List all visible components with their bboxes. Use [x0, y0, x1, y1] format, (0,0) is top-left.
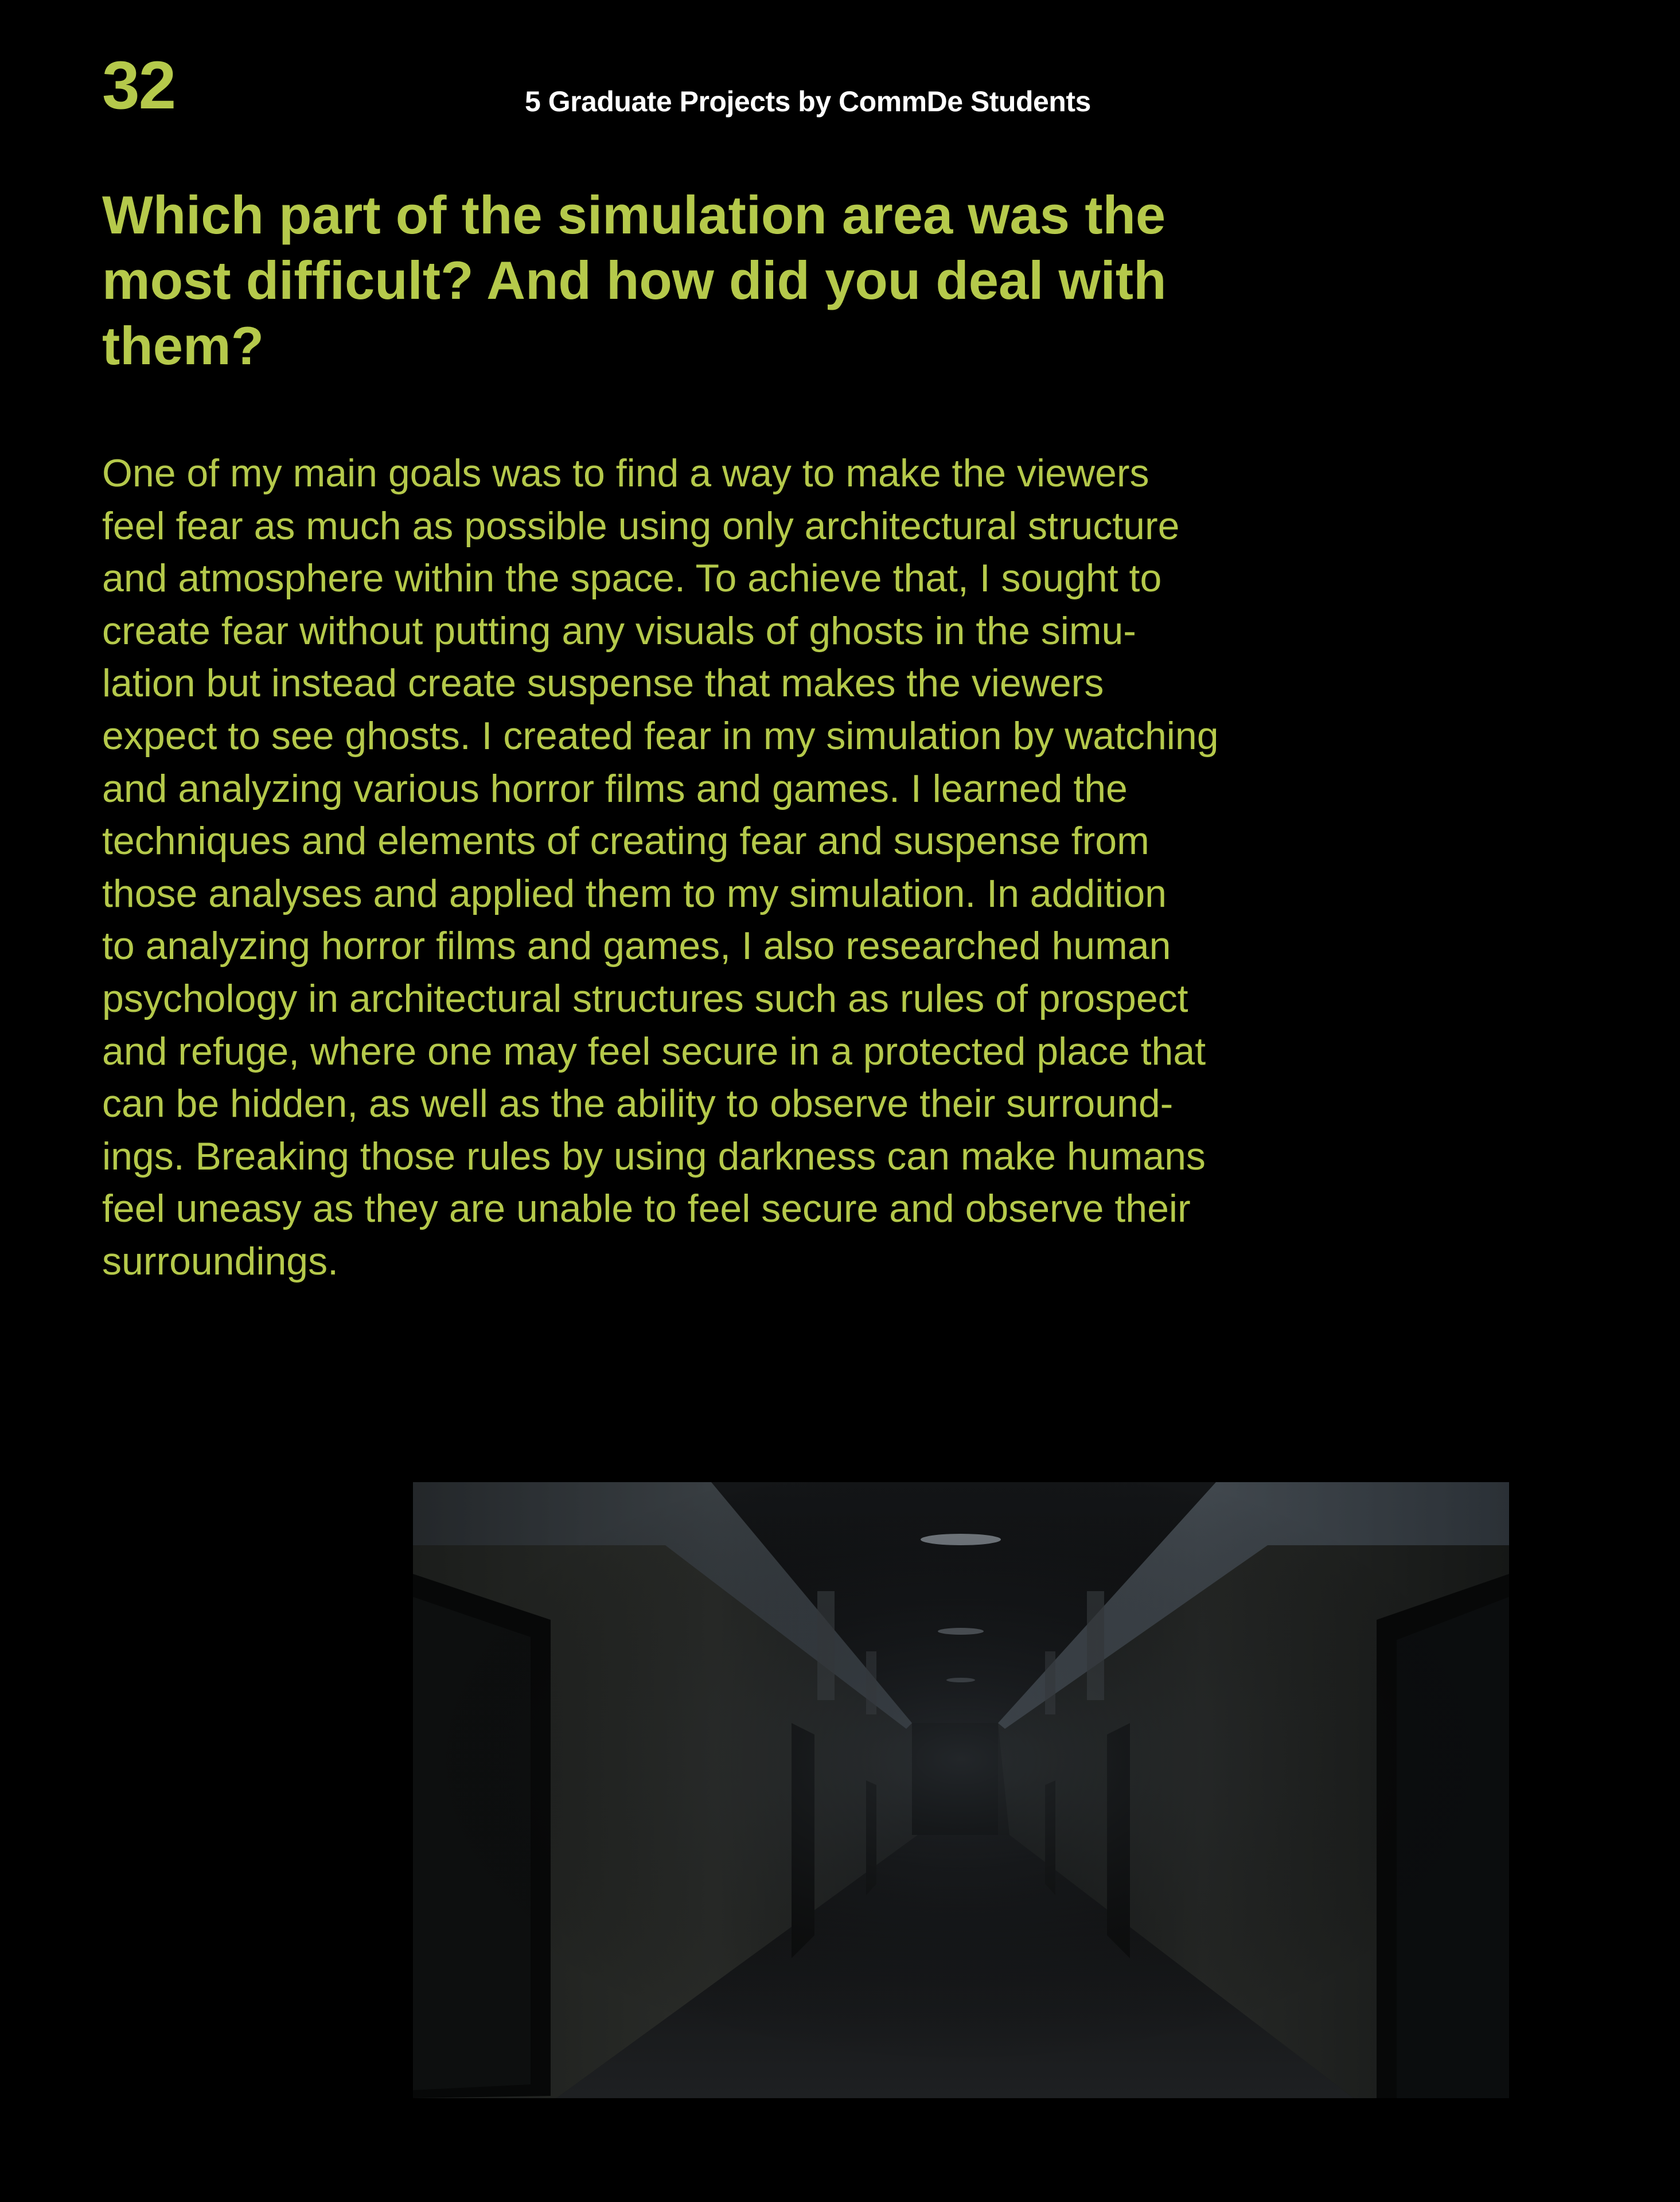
answer-line: surroundings.	[102, 1239, 339, 1283]
answer-line: feel uneasy as they are unable to feel secure and observe their	[102, 1187, 1191, 1231]
interview-answer	[102, 447, 1295, 1288]
running-head: 5 Graduate Projects by CommDe Students	[525, 85, 1091, 118]
corridor-simulation-image	[413, 1482, 1509, 2098]
answer-line: psychology in architectural structures such as rules of prospect	[102, 976, 1188, 1020]
answer-line: those analyses and applied them to my simulation. In addition	[102, 871, 1167, 915]
answer-line: expect to see ghosts. I created fear in my simulation by watching	[102, 714, 1219, 758]
answer-line: to analyzing horror films and games, I also researched human	[102, 924, 1171, 968]
answer-line: can be hidden, as well as the ability to observe their surround-	[102, 1082, 1174, 1126]
answer-line: and refuge, where one may feel secure in a protected place that	[102, 1029, 1206, 1073]
answer-line: One of my main goals was to find a way to make the viewers	[102, 451, 1149, 495]
answer-line: feel fear as much as possible using only architectural structure	[102, 504, 1180, 548]
answer-line: lation but instead create suspense that makes the viewers	[102, 661, 1104, 706]
answer-line: and analyzing various horror films and games. I learned the	[102, 766, 1128, 810]
interview-question: Which part of the simulation area was the most difficult? And how did you deal with them?	[102, 185, 1167, 376]
answer-line: and atmosphere within the space. To achieve that, I sought to	[102, 556, 1162, 601]
answer-line: create fear without putting any visuals of ghosts in the simu-	[102, 609, 1136, 653]
page-number: 32	[102, 48, 176, 123]
answer-line: techniques and elements of creating fear and suspense from	[102, 819, 1149, 863]
answer-line: ings. Breaking those rules by using darkness can make humans	[102, 1134, 1206, 1178]
